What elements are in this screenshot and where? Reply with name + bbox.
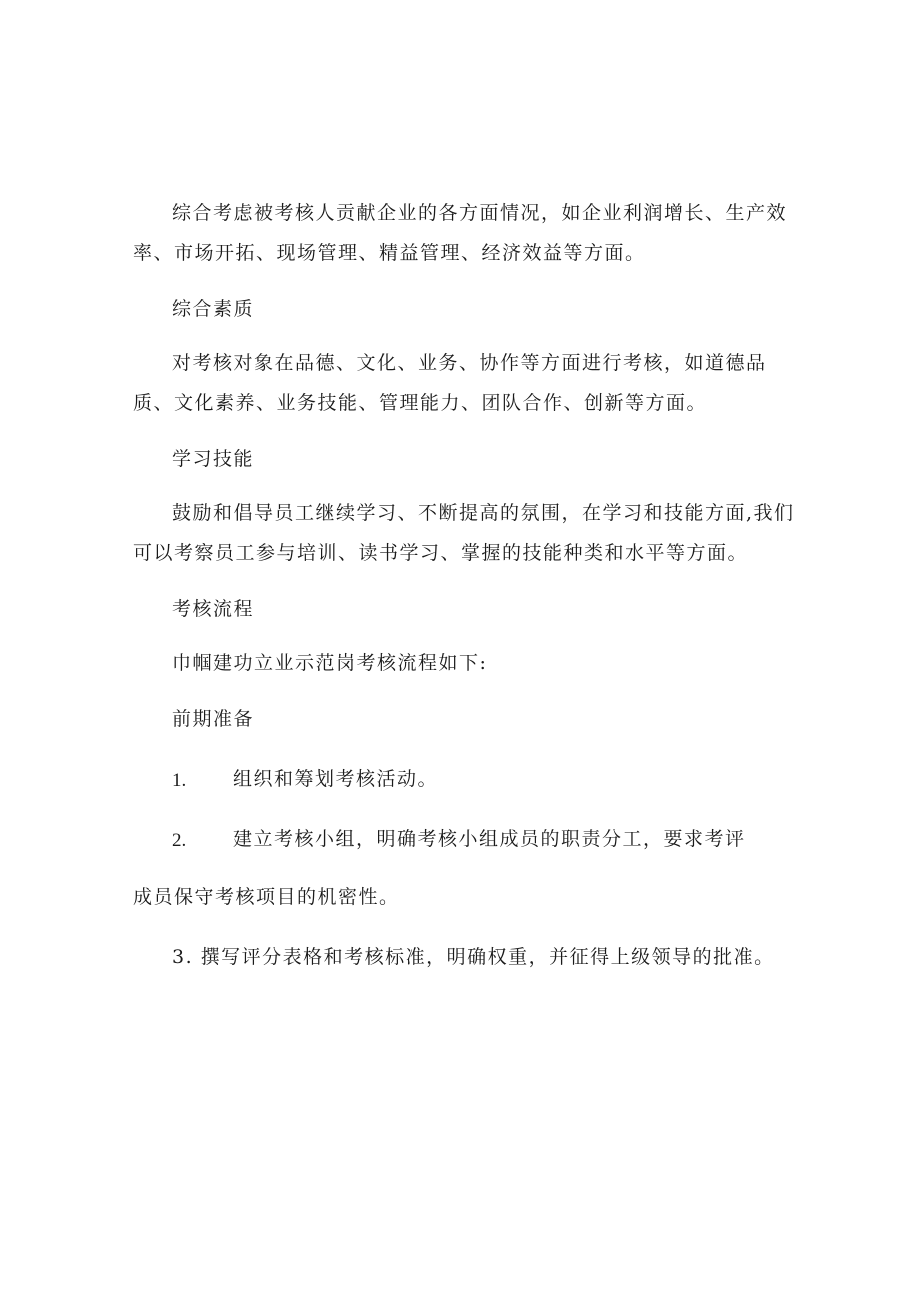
- heading-preparation: 前期准备: [172, 708, 255, 730]
- list-item-1-number: 1.: [172, 770, 187, 791]
- paragraph-learning-line1: 鼓励和倡导员工继续学习、不断提高的氛围，在学习和技能方面,我们: [172, 502, 795, 524]
- heading-learning-skills: 学习技能: [172, 448, 255, 470]
- list-item-3: 3. 撰写评分表格和考核标准，明确权重，并征得上级领导的批准。: [172, 946, 775, 968]
- paragraph-quality-line1: 对考核对象在品德、文化、业务、协作等方面进行考核，如道德品: [172, 352, 767, 374]
- paragraph-contribution-line2: 率、市场开拓、现场管理、精益管理、经济效益等方面。: [133, 242, 646, 264]
- list-item-1-text: 组织和筹划考核活动。: [233, 768, 439, 790]
- paragraph-quality-line2: 质、文化素养、业务技能、管理能力、团队合作、创新等方面。: [133, 392, 708, 414]
- list-item-2-text: 建立考核小组，明确考核小组成员的职责分工，要求考评: [233, 828, 746, 850]
- list-item-2-continuation: 成员保守考核项目的机密性。: [133, 886, 400, 908]
- paragraph-contribution-line1: 综合考虑被考核人贡献企业的各方面情况，如企业利润增长、生产效: [172, 202, 788, 224]
- paragraph-process-intro: 巾帼建功立业示范岗考核流程如下:: [172, 652, 488, 674]
- heading-comprehensive-quality: 综合素质: [172, 298, 255, 320]
- paragraph-learning-line2: 可以考察员工参与培训、读书学习、掌握的技能种类和水平等方面。: [133, 542, 749, 564]
- heading-assessment-process: 考核流程: [172, 598, 255, 620]
- list-item-2-number: 2.: [172, 830, 187, 851]
